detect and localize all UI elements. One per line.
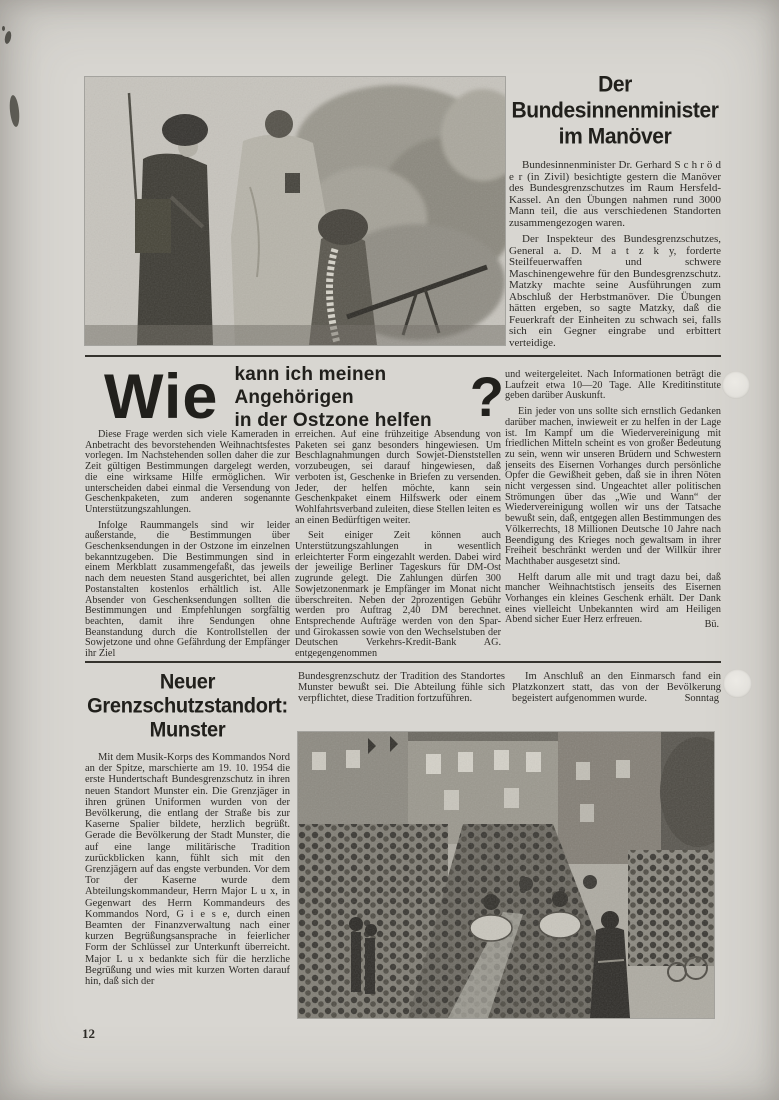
soldiers-machinegun-photo-illustration (85, 77, 505, 345)
parade-photo (298, 732, 714, 1018)
author-signature: Bü. (704, 619, 719, 631)
article-paragraph: Bundesgrenzschutz der Tradition des Standortes Munster bewußt sei. Die Abteilung fühle sich verpflichtet, diese Tradition fortzuführen. (298, 671, 505, 705)
headline-line: Neuer (159, 670, 216, 694)
headline-line: im Manöver (558, 124, 672, 149)
article-paragraph: Seit einiger Zeit können auch Unterstützungszahlungen in wesentlich erleichterter Form eingezahlt werden. Dabei wird der jeweilige Berliner Tageskurs für DM-Ost zugrunde gelegt. Die Zahlungen dürfen 300 Sowjetzonenmark je Empfänger im Monat nicht überschreiten. Neben der 2prozentigen Gebühr werden pro Auftrag 2,40 DM berechnet. Entsprechende Aufträge werden von den Spar- und Girokassen sowie von den Wechselstuben der Deutschen Verkehrs-Kredit-Bank AG. entgegengenommen (295, 530, 501, 658)
punch-hole (722, 371, 750, 399)
article-ostzone-column-1 (85, 430, 290, 658)
headline-line: Der Bundesinnenminister (511, 73, 719, 123)
article-paragraph: Der Inspekteur des Bundesgrenzschutzes, General a. D. M a t z k y, forderte Steilfeuerwaffen und schwere Maschinengewehre für den Bundesgrenzschutz. Matzky machte seine Ausführungen zum Abschluß der Herbstmanöver. Die Übungen hätten ergeben, so sagte Matzky, daß die Feuerkraft der Einheiten zu schwach sei, falls sich ein Gegner eingrabe und erbittert verteidige. (509, 233, 721, 349)
headline-line: Grenzschutzstandort: (87, 694, 288, 718)
article-manoever (509, 73, 721, 351)
author-signature: Sonntag (684, 693, 719, 705)
article-paragraph: Infolge Raummangels sind wir leider außerstande, die Bestimmungen über Geschenksendungen in der Ostzone im einzelnen bekanntzugeben. Die Bestimmungen sind in einem Merkblatt zusammengefaßt, das jeweils nach dem neuesten Stand ausgerichtet, bei allen Postanstalten kostenlos erhältlich ist. Alle Absender von Geschenksendungen sollten die Bestimmungen und Empfehlungen sorgfältig beachten, damit ihre Sendungen ohne Beanstandung durch die Kontrollstellen der Sowjetzone und ohne Gefährdung der Empfänger ihr Ziel (85, 519, 290, 658)
article-paragraph: Im Anschluß an den Einmarsch fand ein Platzkonzert statt, das von der Bevölkerung begeistert aufgenommen wurde. (512, 671, 721, 705)
article-paragraph: Bundesinnenminister Dr. Gerhard S c h r ö d e r (in Zivil) besichtigte gestern die Manöver des Bundesgrenzschutzes im Raum Hersfeld-Kassel. An den Übungen nahmen rund 3000 Mann teil, die aus verschiedenen Standorten zusammengezogen waren. (509, 159, 721, 229)
headline-big-word: Wie (104, 362, 219, 432)
article-ostzone-headline (104, 362, 504, 432)
article-headline (509, 73, 721, 150)
article-ostzone-column-3 (505, 370, 721, 658)
article-paragraph: und weitergeleitet. Nach Informationen beträgt die Laufzeit etwa 10—20 Tage. Alle Kreditinstitute geben darüber Auskunft. (505, 370, 721, 402)
article-munster-closing (512, 671, 721, 729)
ink-smudge (4, 31, 13, 45)
page-number: 12 (82, 1026, 95, 1041)
article-paragraph: Ein jeder von uns sollte sich ernstlich Gedanken darüber machen, inwieweit er zu helfen in der Lage ist. Im Kampf um die Wiedervereinigung mit friedlichen Mitteln scheint es von großer Bedeutung zu sein, wenn wir unseren Brüdern und Schwestern jenseits des Eisernen Vorhanges durch persönliche Opfer die Gewißheit geben, daß sie in ihren Nöten nicht vergessen sind. Ungeachtet aller politischen Strömungen über das „Wie und Wann“ der Wiedervereinigung wollen wir uns der Tatsache bewußt sein, daß, entgegen allen Bestimmungen des Völkerrechts, 18 Millionen Deutsche 10 Jahre nach Beendigung des Krieges noch gewaltsam in ihrer Freiheit beschränkt werden und der Willkür ihrer Machthaber ausgesetzt sind. (505, 406, 721, 567)
section-divider (85, 355, 721, 357)
headline-line: Munster (149, 718, 226, 742)
headline-question-mark: ? (469, 365, 504, 428)
section-divider (85, 661, 721, 663)
article-paragraph: Mit dem Musik-Korps des Kommandos Nord an der Spitze, marschierte am 19. 10. 1954 die erste Hundertschaft Bundesgrenzschutz in ihren neuen Standort Munster ein. Die Grenzjäger in ihren grünen Uniformen wurden von der Bevölkerung, die entlang der Straße bis zur Kaserne Spalier bildete, herzlich begrüßt. Gerade die Bevölkerung der Stadt Munster, die auf eine lange militärische Tradition zurückblicken kann, fühlt sich mit den Grenzjägern auf das engste verbunden. Vor dem Tor der Kaserne wurde dem Abteilungskommandeur, Herrn Major L u x, in Gegenwart des Herrn Kommandeurs des Kommandos Nord, G i e s e, durch einen Beamten der Finanzverwaltung nach einer kurzen Begrüßungsansprache in feierlicher Form der Schlüssel zur Unterkunft überreicht. Major L u x bedankte sich für die herzliche Begrüßung und wies mit kurzen Worten darauf hin, daß sich der (85, 752, 290, 988)
marching-band-street-photo-illustration (298, 732, 714, 1018)
ink-smudge (2, 26, 5, 31)
article-headline (85, 670, 290, 742)
article-paragraph: Diese Frage werden sich viele Kameraden in Anbetracht des bevorstehenden Weihnachtsfestes vorlegen. Im Nachstehenden sollen daher die zur Zeit gültigen Bestimmungen dargelegt werden, die eine wirksame Hilfe ermöglichen. Wir unterscheiden dabei einmal die Versendung von Geschenkpaketen, zum anderen sogenannte Unterstützungszahlungen. (85, 430, 290, 515)
article-paragraph: Helft darum alle mit und tragt dazu bei, daß mancher Weihnachtstisch jenseits des Eisernen Vorhanges ein kleines Geschenk erhält. Der Dank eines vielleicht Unbekannten wird am Heiligen Abend sicher Euer Herz erfreuen. (505, 571, 721, 626)
article-munster (85, 670, 290, 1026)
article-paragraph: erreichen. Auf eine frühzeitige Absendung von Paketen sei ganz besonders hingewiesen. Um Beschlagnahmungen durch Sowjet-Dienststellen vorzubeugen, sei darauf hingewiesen, daß verboten ist, Geschenke in Briefen zu versenden. Jeder, der helfen möchte, kann sein Geschenkpaket einem Hilfswerk oder einem Wohlfahrtsverband zuleiten, diese Stellen leiten es an einen Bedürftigen weiter. (295, 430, 501, 526)
headline-subline-group (234, 363, 455, 432)
article-munster-continuation (298, 671, 505, 729)
headline-subline: kann ich meinen Angehörigen (234, 363, 387, 408)
ink-smudge (8, 95, 20, 128)
article-ostzone-column-2 (295, 430, 501, 658)
punch-hole (723, 669, 752, 698)
headline-subline: in der Ostzone helfen (234, 409, 432, 431)
manoever-photo (85, 77, 505, 345)
